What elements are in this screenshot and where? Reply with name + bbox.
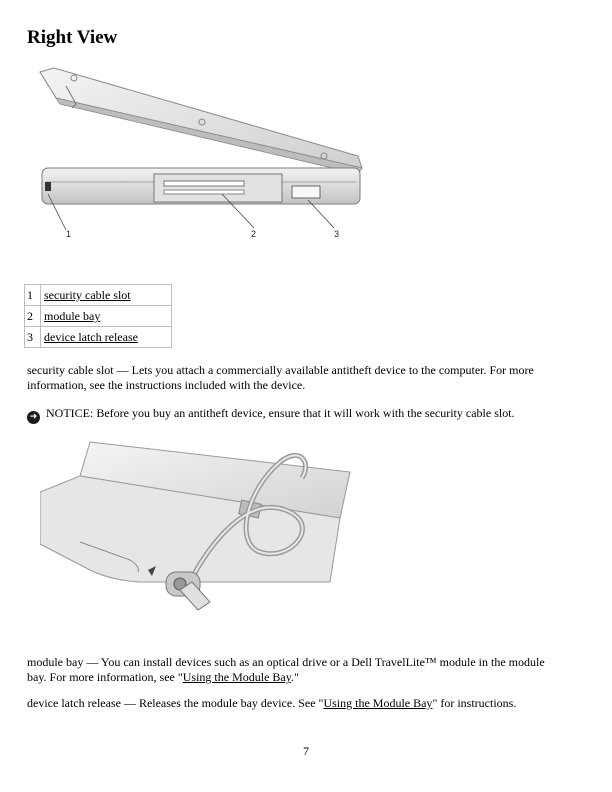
legend-number: 2: [25, 306, 41, 327]
callout-2: 2: [251, 229, 257, 239]
legend-label: [41, 306, 172, 327]
legend-number: 3: [25, 327, 41, 348]
link-using-the-module-bay[interactable]: Using the Module Bay: [182, 670, 291, 684]
legend-number: 1: [25, 285, 41, 306]
table-row: [25, 285, 172, 306]
callout-3: 3: [334, 229, 340, 239]
security-cable-slot-paragraph: security cable slot — Lets you attach a commercially available antitheft device to the computer. For more information, see the instructions included with the device.: [27, 363, 534, 392]
security-cable-lock-illustration: [40, 432, 360, 612]
laptop-right-view-illustration: [36, 64, 366, 244]
legend-label: [41, 327, 172, 348]
module-bay-text: module bay — You can install devices such as an optical drive or a Dell TravelLite™ module in the module bay. For more information, see ": [27, 655, 545, 684]
latch-text: device latch release — Releases the module bay device. See ": [27, 696, 324, 710]
notice-arrow-icon: ➜: [27, 411, 40, 424]
latch-text-end: " for instructions.: [432, 696, 517, 710]
legend-table: [24, 284, 172, 348]
notice-text: NOTICE: Before you buy an antitheft device, ensure that it will work with the security cable slot.: [46, 406, 515, 420]
page-number: 7: [303, 744, 309, 758]
link-module-bay[interactable]: module bay: [44, 309, 101, 323]
link-device-latch-release[interactable]: device latch release: [44, 330, 138, 344]
page-title: Right View: [27, 27, 118, 48]
link-security-cable-slot[interactable]: security cable slot: [44, 288, 131, 302]
module-bay-paragraph: [27, 655, 567, 685]
device-latch-release-paragraph: [27, 696, 567, 711]
table-row: [25, 327, 172, 348]
notice: [27, 406, 515, 424]
callout-1: 1: [66, 229, 72, 239]
legend-label: [41, 285, 172, 306]
link-using-the-module-bay-2[interactable]: Using the Module Bay: [323, 696, 433, 710]
module-bay-text-end: .": [290, 670, 299, 684]
table-row: [25, 306, 172, 327]
